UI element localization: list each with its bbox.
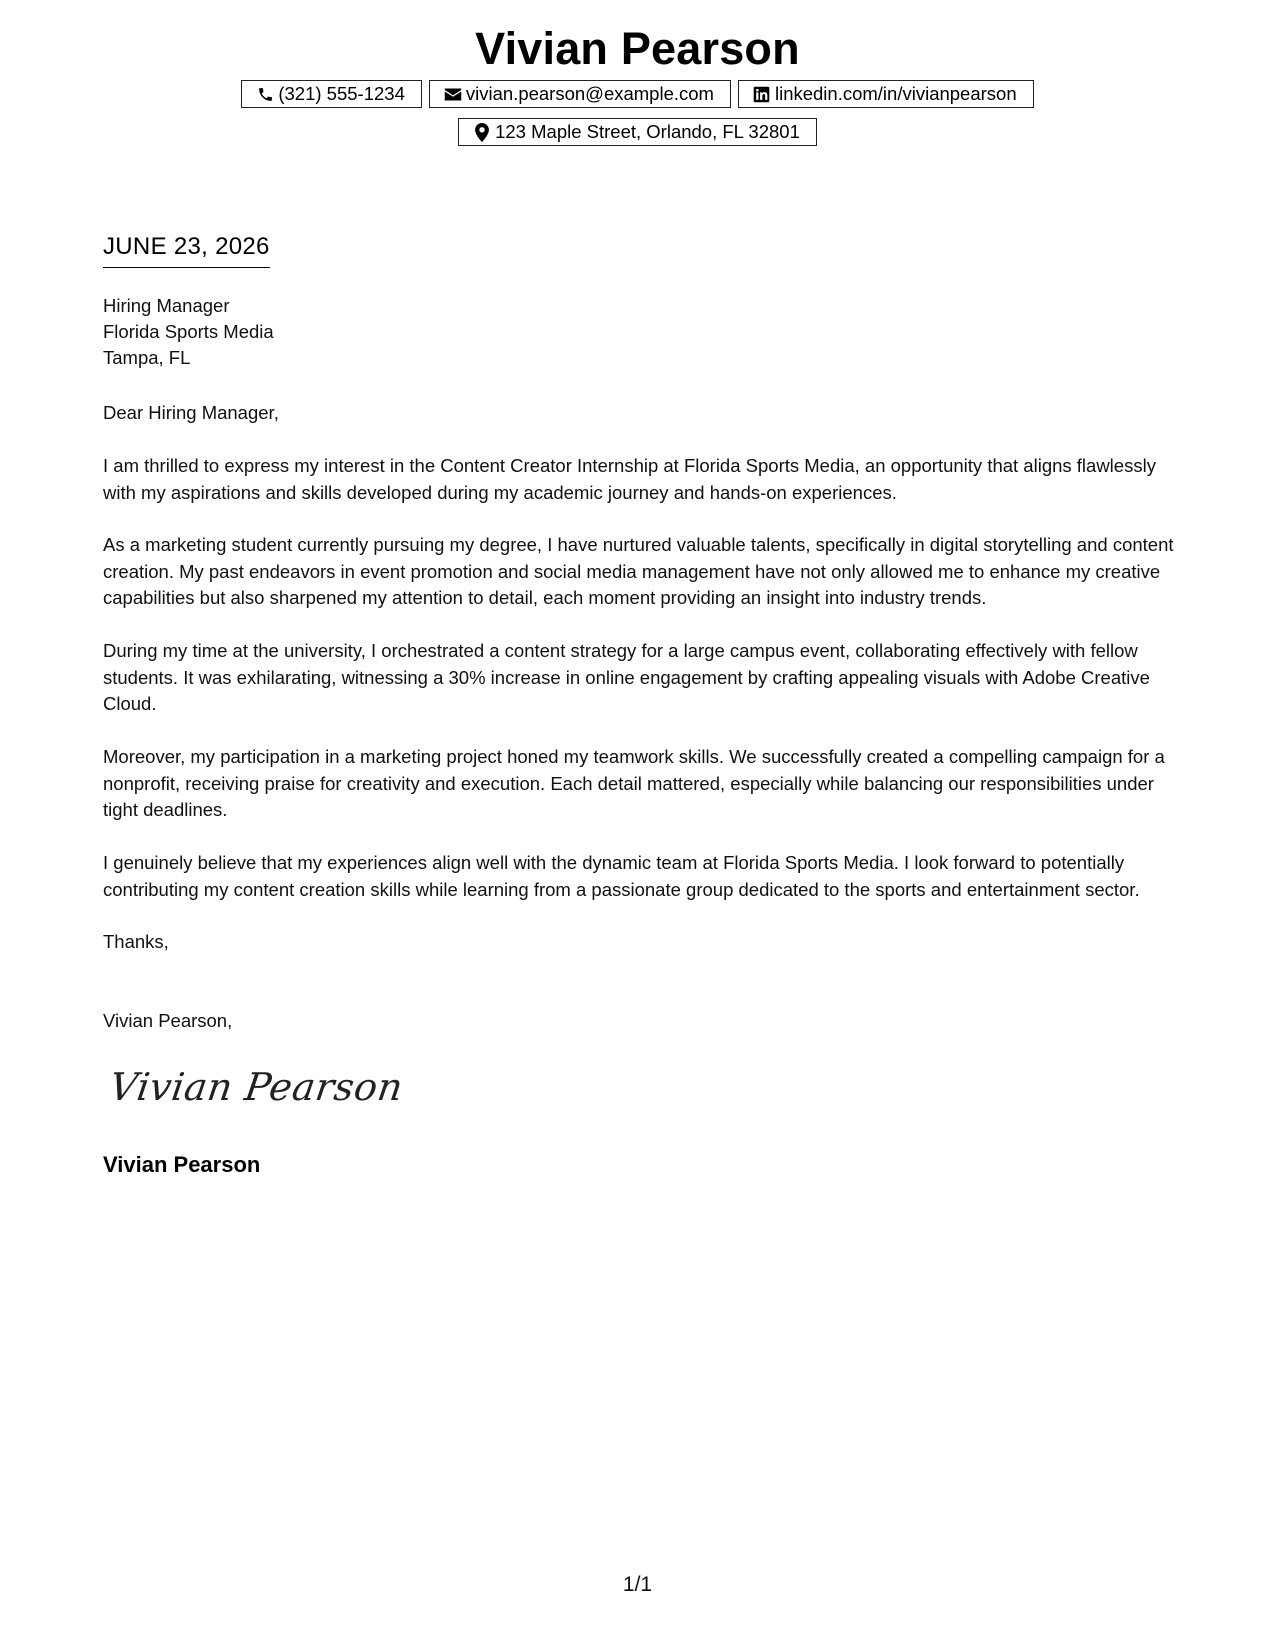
contact-row bbox=[0, 80, 1275, 108]
phone-text: (321) 555-1234 bbox=[278, 83, 405, 104]
applicant-name-header: Vivian Pearson bbox=[475, 23, 800, 74]
printed-name: Vivian Pearson bbox=[103, 1152, 261, 1177]
map-marker-icon bbox=[472, 122, 492, 142]
contact-row-address bbox=[0, 118, 1275, 146]
email-text: vivian.pearson@example.com bbox=[465, 83, 714, 104]
recipient-block bbox=[103, 293, 274, 371]
closing: Thanks, bbox=[103, 931, 169, 952]
phone-contact bbox=[241, 80, 422, 108]
body-paragraph: I am thrilled to express my interest in the Content Creator Internship at Florida Sports Media, an opportunity that aligns flawlessly with my aspirations and skills developed during my academic journey and hands-on experiences. bbox=[103, 455, 1156, 503]
phone-icon bbox=[255, 84, 275, 104]
linkedin-contact bbox=[738, 80, 1034, 108]
body-paragraph: As a marketing student currently pursuing my degree, I have nurtured valuable talents, specifically in digital storytelling and content creation. My past endeavors in event promotion and social media management have not only allowed me to enhance my creative capabilities but also sharpened my attention to detail, each moment providing an insight into industry trends. bbox=[103, 534, 1174, 608]
email-contact bbox=[429, 80, 731, 108]
signoff-name: Vivian Pearson, bbox=[103, 1010, 233, 1031]
address-text: 123 Maple Street, Orlando, FL 32801 bbox=[495, 121, 800, 142]
body-paragraph: During my time at the university, I orchestrated a content strategy for a large campus event, collaborating effectively with fellow students. It was exhilarating, witnessing a 30% increase in online engagement by crafting appealing visuals with Adobe Creative Cloud. bbox=[103, 640, 1150, 714]
linkedin-icon bbox=[752, 84, 772, 104]
handwritten-signature: Vivian Pearson bbox=[106, 1065, 406, 1109]
recipient-company: Florida Sports Media bbox=[103, 321, 274, 342]
letter-date: JUNE 23, 2026 bbox=[103, 233, 270, 268]
body-paragraph: Moreover, my participation in a marketing project honed my teamwork skills. We successfully created a compelling campaign for a nonprofit, receiving praise for creativity and execution. Each detail mattered, especially while balancing our responsibilities under tight deadlines. bbox=[103, 746, 1165, 820]
page-number: 1/1 bbox=[622, 1573, 653, 1596]
envelope-icon bbox=[443, 84, 463, 104]
salutation: Dear Hiring Manager, bbox=[103, 402, 279, 423]
recipient-location: Tampa, FL bbox=[103, 347, 191, 368]
body-paragraph: I genuinely believe that my experiences align well with the dynamic team at Florida Sports Media. I look forward to potentially contributing my content creation skills while learning from a passionate group dedicated to the sports and entertainment sector. bbox=[103, 852, 1140, 900]
address-contact bbox=[458, 118, 817, 146]
recipient-title: Hiring Manager bbox=[103, 295, 230, 316]
linkedin-text: linkedin.com/in/vivianpearson bbox=[774, 83, 1017, 104]
